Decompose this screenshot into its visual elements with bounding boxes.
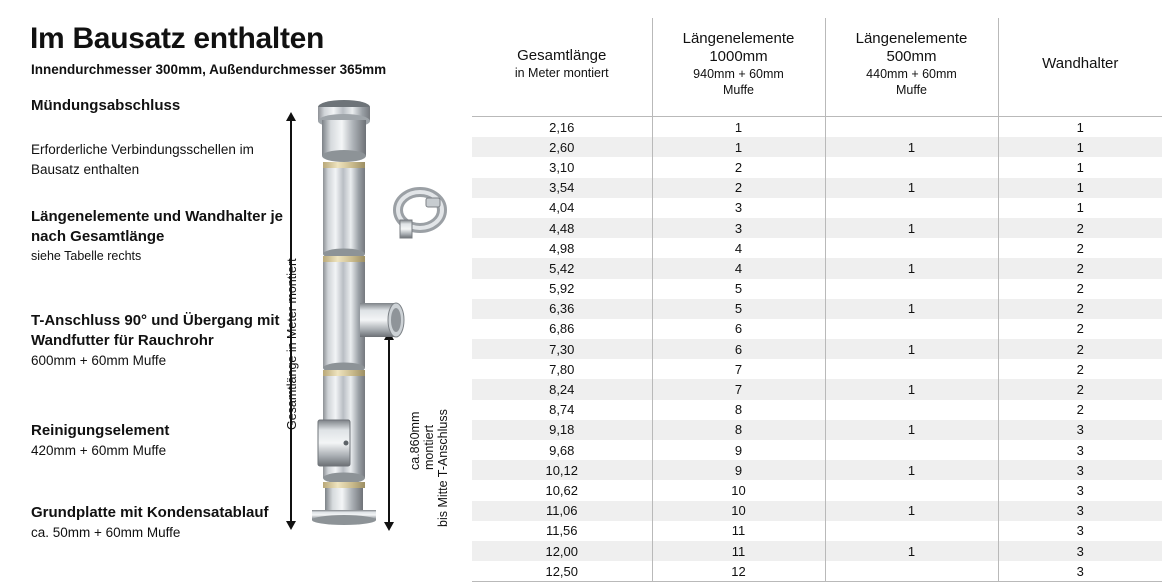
cell-gesamtlaenge: 7,80 bbox=[472, 359, 652, 379]
column-header-laengenelemente-500 bbox=[825, 18, 998, 117]
cell-laengenelemente-500: 1 bbox=[825, 137, 998, 157]
chimney-kit-illustration bbox=[300, 90, 460, 545]
tee-height-label-line2: montiert bbox=[422, 424, 436, 470]
cell-laengenelemente-500: 1 bbox=[825, 501, 998, 521]
cell-laengenelemente-1000: 8 bbox=[652, 420, 825, 440]
cell-laengenelemente-1000: 10 bbox=[652, 480, 825, 500]
cell-wandhalter: 1 bbox=[998, 117, 1162, 138]
illustration-verbindungsschelle bbox=[398, 192, 442, 238]
feature-muendungsabschluss bbox=[31, 96, 286, 116]
cell-laengenelemente-1000: 4 bbox=[652, 258, 825, 278]
cell-gesamtlaenge: 9,68 bbox=[472, 440, 652, 460]
table-row bbox=[472, 359, 1162, 379]
total-length-arrow-bottom bbox=[286, 521, 296, 530]
feature-detail: ca. 50mm + 60mm Muffe bbox=[31, 524, 181, 540]
spec-table-head bbox=[472, 18, 1162, 117]
cell-laengenelemente-1000: 5 bbox=[652, 279, 825, 299]
cell-laengenelemente-1000: 1 bbox=[652, 137, 825, 157]
cell-laengenelemente-500 bbox=[825, 400, 998, 420]
column-header-wandhalter bbox=[998, 18, 1162, 117]
cell-gesamtlaenge: 12,00 bbox=[472, 541, 652, 561]
feature-detail: 600mm + 60mm Muffe bbox=[31, 352, 167, 368]
cell-laengenelemente-1000: 9 bbox=[652, 440, 825, 460]
table-row bbox=[472, 137, 1162, 157]
cell-laengenelemente-500: 1 bbox=[825, 420, 998, 440]
cell-gesamtlaenge: 4,98 bbox=[472, 238, 652, 258]
header-line2: 500mm bbox=[886, 48, 937, 66]
total-length-arrow-top bbox=[286, 112, 296, 121]
page-title: Im Bausatz enthalten bbox=[30, 22, 325, 55]
cell-laengenelemente-500 bbox=[825, 521, 998, 541]
cell-wandhalter: 1 bbox=[998, 178, 1162, 198]
illustration-muendungsabschluss bbox=[318, 100, 370, 162]
cell-wandhalter: 2 bbox=[998, 339, 1162, 359]
column-header-gesamtlaenge bbox=[472, 18, 652, 117]
cell-gesamtlaenge: 6,86 bbox=[472, 319, 652, 339]
cell-gesamtlaenge: 10,62 bbox=[472, 480, 652, 500]
cell-gesamtlaenge: 7,30 bbox=[472, 339, 652, 359]
cell-gesamtlaenge: 11,06 bbox=[472, 501, 652, 521]
header-line4: Muffe bbox=[895, 82, 928, 97]
cell-wandhalter: 2 bbox=[998, 238, 1162, 258]
cell-wandhalter: 3 bbox=[998, 541, 1162, 561]
cell-laengenelemente-1000: 1 bbox=[652, 117, 825, 138]
header-line1: Längenelemente bbox=[682, 29, 795, 47]
table-row bbox=[472, 258, 1162, 278]
feature-grundplatte bbox=[31, 503, 286, 543]
table-row bbox=[472, 178, 1162, 198]
table-row bbox=[472, 440, 1162, 460]
spec-table-container bbox=[472, 18, 1162, 582]
table-header-row bbox=[472, 18, 1162, 117]
illustration-laengenelement-3 bbox=[323, 370, 365, 412]
feature-reinigungselement bbox=[31, 421, 286, 461]
cell-laengenelemente-1000: 3 bbox=[652, 218, 825, 238]
table-row bbox=[472, 117, 1162, 138]
cell-wandhalter: 3 bbox=[998, 480, 1162, 500]
cell-laengenelemente-500 bbox=[825, 480, 998, 500]
cell-gesamtlaenge: 8,24 bbox=[472, 379, 652, 399]
cell-laengenelemente-500 bbox=[825, 359, 998, 379]
table-row bbox=[472, 218, 1162, 238]
illustration-laengenelement-1 bbox=[323, 162, 365, 260]
table-row bbox=[472, 561, 1162, 582]
cell-laengenelemente-500 bbox=[825, 198, 998, 218]
feature-detail: siehe Tabelle rechts bbox=[31, 248, 142, 263]
table-row bbox=[472, 319, 1162, 339]
cell-wandhalter: 2 bbox=[998, 258, 1162, 278]
cell-wandhalter: 2 bbox=[998, 359, 1162, 379]
cell-wandhalter: 2 bbox=[998, 379, 1162, 399]
cell-laengenelemente-500 bbox=[825, 319, 998, 339]
cell-laengenelemente-1000: 6 bbox=[652, 319, 825, 339]
page-subtitle: Innendurchmesser 300mm, Außendurchmesser 365mm bbox=[31, 62, 387, 77]
cell-laengenelemente-1000: 5 bbox=[652, 299, 825, 319]
illustration-t-anschluss bbox=[323, 290, 404, 374]
cell-wandhalter: 2 bbox=[998, 319, 1162, 339]
table-row bbox=[472, 157, 1162, 177]
table-row bbox=[472, 501, 1162, 521]
header-line1: Gesamtlänge bbox=[517, 46, 607, 64]
illustration-laengenelement-2 bbox=[323, 256, 365, 290]
cell-wandhalter: 2 bbox=[998, 400, 1162, 420]
total-length-label: Gesamtlänge in Meter montiert bbox=[285, 258, 299, 430]
table-row bbox=[472, 541, 1162, 561]
cell-laengenelemente-1000: 12 bbox=[652, 561, 825, 582]
cell-gesamtlaenge: 11,56 bbox=[472, 521, 652, 541]
cell-wandhalter: 1 bbox=[998, 137, 1162, 157]
cell-laengenelemente-1000: 9 bbox=[652, 460, 825, 480]
feature-t-anschluss bbox=[31, 311, 286, 371]
header-line4: Muffe bbox=[722, 82, 755, 97]
cell-gesamtlaenge: 9,18 bbox=[472, 420, 652, 440]
table-row bbox=[472, 480, 1162, 500]
table-row bbox=[472, 279, 1162, 299]
cell-gesamtlaenge: 3,54 bbox=[472, 178, 652, 198]
cell-laengenelemente-500 bbox=[825, 440, 998, 460]
table-row bbox=[472, 521, 1162, 541]
table-row bbox=[472, 400, 1162, 420]
cell-wandhalter: 2 bbox=[998, 299, 1162, 319]
cell-wandhalter: 3 bbox=[998, 501, 1162, 521]
cell-laengenelemente-500: 1 bbox=[825, 258, 998, 278]
cell-laengenelemente-1000: 3 bbox=[652, 198, 825, 218]
header-line3: 940mm + 60mm bbox=[693, 67, 784, 82]
cell-gesamtlaenge: 4,04 bbox=[472, 198, 652, 218]
tee-height-label-line1: ca.860mm bbox=[408, 411, 422, 470]
cell-laengenelemente-500 bbox=[825, 117, 998, 138]
feature-laengenelemente bbox=[31, 207, 286, 265]
cell-gesamtlaenge: 2,60 bbox=[472, 137, 652, 157]
illustration-grundplatte bbox=[312, 482, 376, 525]
cell-laengenelemente-500: 1 bbox=[825, 541, 998, 561]
feature-heading: T-Anschluss 90° und Übergang mit Wandfutter für Rauchrohr bbox=[31, 312, 280, 349]
cell-wandhalter: 3 bbox=[998, 521, 1162, 541]
cell-wandhalter: 3 bbox=[998, 561, 1162, 582]
cell-wandhalter: 1 bbox=[998, 157, 1162, 177]
cell-gesamtlaenge: 12,50 bbox=[472, 561, 652, 582]
cell-wandhalter: 2 bbox=[998, 279, 1162, 299]
cell-laengenelemente-500: 1 bbox=[825, 299, 998, 319]
cell-laengenelemente-1000: 11 bbox=[652, 541, 825, 561]
header-line3: 440mm + 60mm bbox=[866, 67, 957, 82]
table-row bbox=[472, 339, 1162, 359]
tee-height-label-line3: bis Mitte T-Anschluss bbox=[436, 409, 450, 527]
header-line1: Längenelemente bbox=[855, 29, 968, 47]
feature-verbindungsschellen bbox=[31, 140, 286, 181]
cell-laengenelemente-500: 1 bbox=[825, 339, 998, 359]
cell-gesamtlaenge: 4,48 bbox=[472, 218, 652, 238]
feature-heading: Längenelemente und Wandhalter je nach Gesamtlänge bbox=[31, 208, 283, 245]
spec-table bbox=[472, 18, 1162, 582]
cell-gesamtlaenge: 5,42 bbox=[472, 258, 652, 278]
table-row bbox=[472, 379, 1162, 399]
header-line2: 1000mm bbox=[709, 48, 768, 66]
cell-wandhalter: 3 bbox=[998, 420, 1162, 440]
cell-gesamtlaenge: 10,12 bbox=[472, 460, 652, 480]
left-panel bbox=[0, 0, 470, 566]
cell-wandhalter: 2 bbox=[998, 218, 1162, 238]
cell-laengenelemente-1000: 7 bbox=[652, 379, 825, 399]
cell-laengenelemente-1000: 4 bbox=[652, 238, 825, 258]
header-line2: in Meter montiert bbox=[514, 65, 609, 80]
spec-table-body bbox=[472, 117, 1162, 582]
feature-heading: Reinigungselement bbox=[31, 422, 170, 439]
illustration-reinigungselement bbox=[318, 412, 365, 484]
cell-laengenelemente-1000: 10 bbox=[652, 501, 825, 521]
cell-gesamtlaenge: 8,74 bbox=[472, 400, 652, 420]
feature-detail: 420mm + 60mm Muffe bbox=[31, 442, 167, 458]
cell-wandhalter: 3 bbox=[998, 440, 1162, 460]
feature-detail: Erforderliche Verbindungsschellen im Bausatz enthalten bbox=[31, 142, 254, 178]
cell-laengenelemente-1000: 2 bbox=[652, 178, 825, 198]
cell-laengenelemente-1000: 7 bbox=[652, 359, 825, 379]
table-row bbox=[472, 238, 1162, 258]
table-row bbox=[472, 460, 1162, 480]
cell-wandhalter: 3 bbox=[998, 460, 1162, 480]
cell-laengenelemente-500: 1 bbox=[825, 379, 998, 399]
table-row bbox=[472, 420, 1162, 440]
cell-laengenelemente-500 bbox=[825, 561, 998, 582]
cell-gesamtlaenge: 3,10 bbox=[472, 157, 652, 177]
cell-gesamtlaenge: 5,92 bbox=[472, 279, 652, 299]
cell-laengenelemente-1000: 6 bbox=[652, 339, 825, 359]
cell-laengenelemente-500 bbox=[825, 238, 998, 258]
cell-laengenelemente-500: 1 bbox=[825, 178, 998, 198]
cell-gesamtlaenge: 2,16 bbox=[472, 117, 652, 138]
table-row bbox=[472, 198, 1162, 218]
cell-laengenelemente-1000: 11 bbox=[652, 521, 825, 541]
cell-wandhalter: 1 bbox=[998, 198, 1162, 218]
cell-laengenelemente-500 bbox=[825, 279, 998, 299]
table-row bbox=[472, 299, 1162, 319]
header-line1: Wandhalter bbox=[1042, 54, 1119, 72]
cell-laengenelemente-1000: 2 bbox=[652, 157, 825, 177]
feature-heading: Grundplatte mit Kondensatablauf bbox=[31, 504, 269, 521]
column-header-laengenelemente-1000 bbox=[652, 18, 825, 117]
cell-laengenelemente-500 bbox=[825, 157, 998, 177]
feature-heading: Mündungsabschluss bbox=[31, 97, 181, 114]
cell-laengenelemente-500: 1 bbox=[825, 460, 998, 480]
cell-laengenelemente-500: 1 bbox=[825, 218, 998, 238]
cell-gesamtlaenge: 6,36 bbox=[472, 299, 652, 319]
cell-laengenelemente-1000: 8 bbox=[652, 400, 825, 420]
